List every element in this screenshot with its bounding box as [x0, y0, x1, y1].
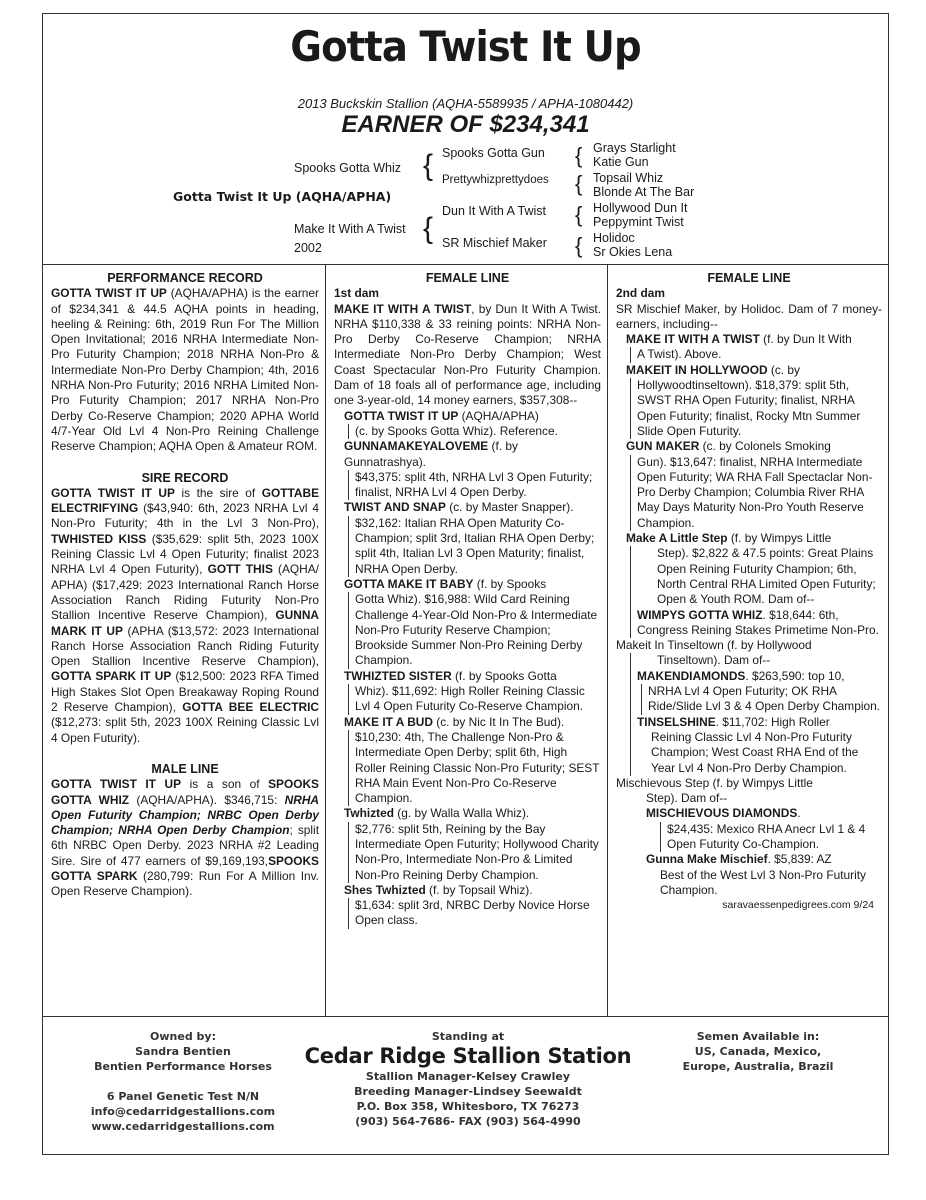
genetic-test: 6 Panel Genetic Test N/N — [106, 1090, 260, 1103]
column-records — [43, 265, 326, 1016]
subtitle: 2013 Buckskin Stallion (AQHA-5589935 / APHA-1080442) — [297, 96, 634, 111]
owner-name: Sandra Bentien — [135, 1045, 231, 1058]
produce-entry — [334, 577, 601, 592]
owner-company: Bentien Performance Horses — [94, 1060, 272, 1073]
produce-body: $1,634: split 3rd, NRBC Derby Novice Horse Open class. — [348, 898, 601, 929]
male-line-body: ; split 6th NRBC Open Derby. 2023 NRHA #2 Leading Sire. Sire of 477 earners of $9,169,193, — [51, 823, 319, 868]
produce-name: Make A Little Step — [626, 531, 728, 546]
offspring-name: GOTTABE ELECTRIFYING — [51, 485, 319, 516]
offspring-name: TWHISTED KISS — [51, 531, 147, 546]
pedigree-sire-sire: Spooks Gotta Gun — [442, 146, 545, 160]
grand-produce-entry — [616, 852, 882, 867]
grand-produce-entry — [637, 608, 882, 639]
female-line-heading: FEMALE LINE — [425, 271, 510, 285]
offspring-text: ($43,940: 6th, 2023 NRHA Lvl 4 Non-Pro Futurity; 4th in the Lvl 3 Non-Pro), — [51, 501, 319, 531]
offspring-text: (AQHA/ APHA) ($17,429: 2023 International Ranch Horse Association Ranch Riding Futurity Non-Pro Stallion Incentive Reserve Champion), — [51, 562, 319, 623]
produce-entry — [616, 363, 882, 378]
produce-body: $43,375: split 4th, NRHA Lvl 3 Open Futurity; finalist, NRHA Lvl 4 Open Derby. — [348, 470, 601, 501]
produce-sire: (AQHA/APHA) — [458, 408, 539, 423]
grand-produce-entry — [637, 715, 882, 730]
produce-entry — [616, 531, 882, 546]
produce-name: GOTTA TWIST IT UP — [344, 408, 459, 423]
offspring-text: ($35,629: split 5th, 2023 100X Reining Classic Lvl 4 Open Futurity; finalist 2023 NRHA Lvl 4 Open Futurity), — [51, 531, 319, 577]
semen-block — [643, 1029, 873, 1074]
produce-body: Gun). $13,647: finalist, NRHA Intermediate Open Futurity; WA RHA Fall Spectaclar Non-Pro Derby Champion; Columbia River RHA May Days Maturity Non-Pro Youth Reserve Champion. — [630, 455, 882, 531]
produce-body: Step). Dam of-- — [646, 791, 728, 806]
produce-entry — [334, 500, 601, 515]
produce-body: $2,776: split 5th, Reining by the Bay Intermediate Open Futurity; Hollywood Charity Non-Pro, Intermediate Non-Pro & Limited Non-Pro Reining Derby Champion. — [348, 822, 601, 883]
produce-body: $32,162: Italian RHA Open Maturity Co-Champion; split 3rd, Italian RHA Open Derby; split 4th, Italian Lvl 3 Open Maturity; finalist, NRHA Open Derby. — [348, 516, 601, 577]
offspring-text: ($12,273: split 5th, 2023 100X Reining Classic Lvl 4 Open Futurity). — [51, 715, 319, 745]
produce-body: NRHA Lvl 4 Open Futurity; OK RHA Ride/Slide Lvl 3 & 4 Open Derby Champion. — [641, 684, 882, 715]
dam-text: SR Mischief Maker, by Holidoc. Dam of 7 money-earners, including-- — [616, 301, 882, 331]
performance-body: (AQHA/APHA) is the earner of $234,341 & 44.5 AQHA points in heading, heeling & Reining: 6th, 2019 Run For The Million Open Invitational; 2016 NRHA Intermediate Non-Pro Futurity Champion; 2018 NRHA Non-Pro & Intermediate Non-Pro Derby Champion; 4th, 2016 NRHA Non-Pro Futurity; 2016 NRHA Limited Non-Pro Futurity Champion; 2017 NRHA Non-Pro Derby Co-Reserve Champion; 2020 APHA World 4/7-Year Old Lvl 4 Non-Pro Reining Challenge Reserve Champion; AQHA Open & Amateur ROM. — [51, 286, 319, 454]
brace-icon: { — [423, 212, 434, 245]
semen-countries: Europe, Australia, Brazil — [682, 1060, 834, 1073]
produce-name: Twhizted — [344, 806, 394, 821]
semen-countries: US, Canada, Mexico, — [694, 1045, 822, 1058]
produce-list — [334, 409, 601, 929]
offspring-name: GOTTA BEE ELECTRIC — [182, 700, 320, 715]
produce-entry — [334, 409, 601, 424]
brace-icon: { — [575, 171, 583, 196]
sire-record-heading: SIRE RECORD — [141, 470, 229, 485]
brace-icon: { — [575, 233, 583, 258]
produce-entry — [334, 439, 601, 470]
produce-name: TWIST AND SNAP — [344, 500, 446, 515]
standing-label: Standing at — [431, 1030, 505, 1043]
produce-sire: (f. by Dun It With — [759, 332, 852, 347]
brace-icon: { — [575, 202, 583, 227]
produce-body: Best of the West Lvl 3 Non-Pro Futurity Champion. — [660, 867, 866, 897]
page-title: Gotta Twist It Up — [290, 22, 641, 71]
produce-group — [630, 653, 882, 775]
produce-name: MAKE IT WITH A TWIST — [626, 332, 760, 347]
produce-body: $10,230: 4th, The Challenge Non-Pro & Intermediate Open Derby; split 6th, High Roller Reining Classic Non-Pro Futurity; SEST RHA Main Event Non-Pro Co-Reserve Champion. — [348, 730, 601, 806]
owner-block — [63, 1029, 303, 1134]
produce-name: Gunna Make Mischief — [646, 852, 768, 867]
flyer-frame — [42, 13, 889, 1155]
performance-text — [51, 286, 319, 454]
pedigree-great-grandparent: Hollywood Dun It — [593, 201, 688, 215]
website-link[interactable]: www.cedarridgestallions.com — [91, 1120, 275, 1133]
performance-heading: PERFORMANCE RECORD — [107, 271, 263, 285]
column-female-line-1 — [326, 265, 608, 1016]
earner-heading: EARNER OF $234,341 — [341, 111, 590, 138]
produce-entry: Mischievous Step (f. by Wimpys Little — [616, 775, 813, 790]
produce-entry: Makeit In Tinseltown (f. by Hollywood — [616, 638, 812, 653]
produce-body: (c. by Spooks Gotta Whiz). Reference. — [348, 424, 601, 439]
produce-name: TINSELSHINE — [637, 714, 716, 729]
grand-produce-entry — [637, 669, 882, 684]
sire-titles: NRHA Open Futurity Champion; NRBC Open Derby Champion; NRHA Open Derby Champion — [51, 792, 319, 838]
produce-body: A Twist). Above. — [630, 347, 882, 362]
pedigree-great-grandparent: Topsail Whiz — [593, 171, 664, 185]
stallion-manager: Stallion Manager-Kelsey Crawley — [365, 1070, 571, 1083]
produce-entry — [616, 332, 882, 347]
produce-name: TWHIZTED SISTER — [344, 668, 452, 683]
standing-block — [298, 1029, 638, 1129]
pedigree-sire-dam: Prettywhizprettydoes — [442, 174, 549, 186]
female-line-heading: FEMALE LINE — [707, 271, 791, 285]
male-line-body: is a son of — [181, 777, 269, 792]
pedigree-great-grandparent: Grays Starlight — [593, 141, 676, 155]
produce-entry — [334, 715, 601, 730]
produce-sire: (c. by Master Snapper). — [445, 500, 574, 515]
pedigree-sire: Spooks Gotta Whiz — [294, 161, 401, 175]
brace-icon: { — [423, 149, 434, 182]
produce-sire: (c. by Colonels Smoking — [699, 439, 831, 454]
pedigree-dam: Make It With A Twist — [294, 222, 406, 236]
owned-label: Owned by: — [150, 1030, 216, 1043]
pedigree-great-grandparent: Blonde At The Bar — [593, 185, 695, 199]
horse-name: GOTTA TWIST IT UP — [51, 286, 167, 301]
produce-entry — [334, 806, 601, 821]
pedigree-great-grandparent: Peppymint Twist — [593, 215, 684, 229]
pedigree-great-grandparent: Katie Gun — [593, 155, 649, 169]
produce-sire: (f. by Topsail Whiz). — [425, 882, 533, 897]
phone: (903) 564-7686- FAX (903) 564-4990 — [355, 1115, 581, 1128]
produce-sire: (g. by Walla Walla Whiz). — [393, 806, 530, 821]
produce-sire: (f. by Wimpys Little — [727, 531, 832, 546]
produce-body: . $18,644: 6th, Congress Reining Stakes Primetime Non-Pro. — [637, 607, 879, 637]
produce-body: Whiz). $11,692: High Roller Reining Classic Lvl 4 Open Futurity Co-Reserve Champion. — [348, 684, 601, 715]
dam-label: 1st dam — [334, 286, 379, 301]
address: P.O. Box 358, Whitesboro, TX 76273 — [356, 1100, 580, 1113]
pedigree-dam-dam: SR Mischief Maker — [442, 236, 547, 250]
produce-body: $24,435: Mexico RHA Anecr Lvl 1 & 4 Open Futurity Co-Champion. — [660, 822, 882, 853]
station-name: Cedar Ridge Stallion Station — [304, 1044, 632, 1068]
produce-name: Shes Twhizted — [344, 882, 426, 897]
male-line-text — [51, 777, 319, 899]
produce-body: Gotta Whiz). $16,988: Wild Card Reining Challenge 4-Year-Old Non-Pro & Intermediate Non-Pro Futurity Reserve Champion; Brookside Summer Non-Pro Reining Derby Champion. — [348, 592, 601, 668]
column-female-line-2 — [608, 265, 888, 1016]
produce-name: GUN MAKER — [626, 439, 700, 454]
offspring-name: SPOOKS GOTTA SPARK — [51, 853, 319, 883]
produce-sire: . — [797, 806, 801, 821]
produce-sire: (c. by Nic It In The Bud). — [432, 714, 565, 729]
dam-name: MAKE IT WITH A TWIST — [334, 301, 472, 316]
produce-sire: . $263,590: top 10, — [745, 668, 845, 683]
sire-name: SPOOKS GOTTA WHIZ — [51, 777, 319, 807]
produce-entry — [616, 439, 882, 454]
dam-body: , by Dun It With A Twist. NRHA $110,338 & 33 reining points: NRHA Non-Pro Derby Co-Reserve Champion; NRHA Intermediate Non-Pro Derby Champion; West Coast Spectacular Non-Pro Futurity Champion. Dam of 18 foals all of performance age, including one 3-year-old, 14 money earners, $357,308-- — [334, 301, 601, 408]
produce-name: MAKE IT A BUD — [344, 714, 433, 729]
produce-sire: . $5,839: AZ — [767, 852, 832, 867]
pedigree-great-grandparent: Sr Okies Lena — [593, 245, 673, 259]
records-columns — [43, 265, 888, 1016]
produce-entry — [334, 883, 601, 898]
dam-label: 2nd dam — [616, 286, 665, 301]
produce-name: WIMPYS GOTTA WHIZ — [637, 607, 763, 622]
footer-section — [43, 1016, 888, 1154]
produce-name: GUNNAMAKEYALOVEME — [344, 439, 489, 454]
email-link[interactable]: info@cedarridgestallions.com — [90, 1105, 276, 1118]
offspring-name: GUNNA MARK IT UP — [51, 608, 319, 638]
produce-sire: (f. by Spooks — [473, 576, 547, 591]
produce-sire: (f. by Gunnatrashya). — [344, 439, 518, 469]
brace-icon: { — [575, 143, 583, 168]
sire-record-text — [51, 486, 319, 746]
produce-sire: (f. by Spooks Gotta — [451, 668, 557, 683]
offspring-name: GOTT THIS — [207, 562, 273, 577]
male-line-body: (AQHA/APHA). $346,715: — [129, 792, 285, 807]
horse-name: GOTTA TWIST IT UP — [51, 777, 182, 792]
offspring-text: is the sire of — [174, 485, 262, 500]
male-line-body: (280,799: Run For A Million Inv. Open Reserve Champion). — [51, 868, 319, 899]
pedigree-great-grandparent: Holidoc — [593, 231, 635, 245]
offspring-text: ($12,500: 2023 RFA Timed High Stakes Slot Open Breakaway Roping Round 2 Reserve Champion), — [51, 669, 319, 715]
pedigree-dam-sire: Dun It With A Twist — [442, 204, 546, 218]
produce-sire: (c. by — [767, 362, 800, 377]
produce-entry — [334, 669, 601, 684]
male-line-heading: MALE LINE — [151, 761, 219, 776]
offspring-name: GOTTA TWIST IT UP — [51, 485, 175, 500]
produce-body: Hollywoodtinseltown). $18,379: split 5th, SWST RHA Open Futurity; finalist, NRHA Open Futurity; finalist, Rocky Mtn Summer Slide Open Futurity. — [630, 378, 882, 439]
produce-name: GOTTA MAKE IT BABY — [344, 576, 474, 591]
credit-line: saravaessenpedigrees.com 9/24 — [722, 899, 874, 912]
produce-name: MAKENDIAMONDS — [637, 668, 746, 683]
produce-body: Tinseltown). Dam of-- — [657, 653, 771, 668]
semen-label: Semen Available in: — [696, 1030, 820, 1043]
produce-sire: . $11,702: High Roller — [715, 714, 830, 729]
produce-group — [630, 546, 882, 638]
grand-produce-entry — [616, 806, 882, 821]
header-section — [43, 14, 888, 265]
dam-text — [334, 302, 601, 409]
pedigree-subject: Gotta Twist It Up (AQHA/APHA) — [173, 189, 392, 204]
pedigree-dam-year: 2002 — [294, 241, 322, 255]
produce-body: Step). $2,822 & 47.5 points: Great Plains Open Reining Futurity Champion; 6th, North Central RHA Limited Open Futurity; Open & Youth ROM. Dam of-- — [657, 546, 876, 607]
offspring-text: (APHA ($13,572: 2023 International Ranch Horse Association Ranch Riding Futurity Open Stallion Incentive Reserve Champion), — [51, 623, 319, 669]
produce-body: Reining Classic Lvl 4 Non-Pro Futurity Champion; West Coast RHA End of the Year Lvl 4 Non-Pro Derby Champion. — [651, 729, 859, 775]
breeding-manager: Breeding Manager-Lindsey Seewaldt — [354, 1085, 582, 1098]
produce-name: MISCHIEVOUS DIAMONDS — [646, 806, 798, 821]
produce-name: MAKEIT IN HOLLYWOOD — [626, 362, 768, 377]
offspring-name: GOTTA SPARK IT UP — [51, 669, 172, 684]
